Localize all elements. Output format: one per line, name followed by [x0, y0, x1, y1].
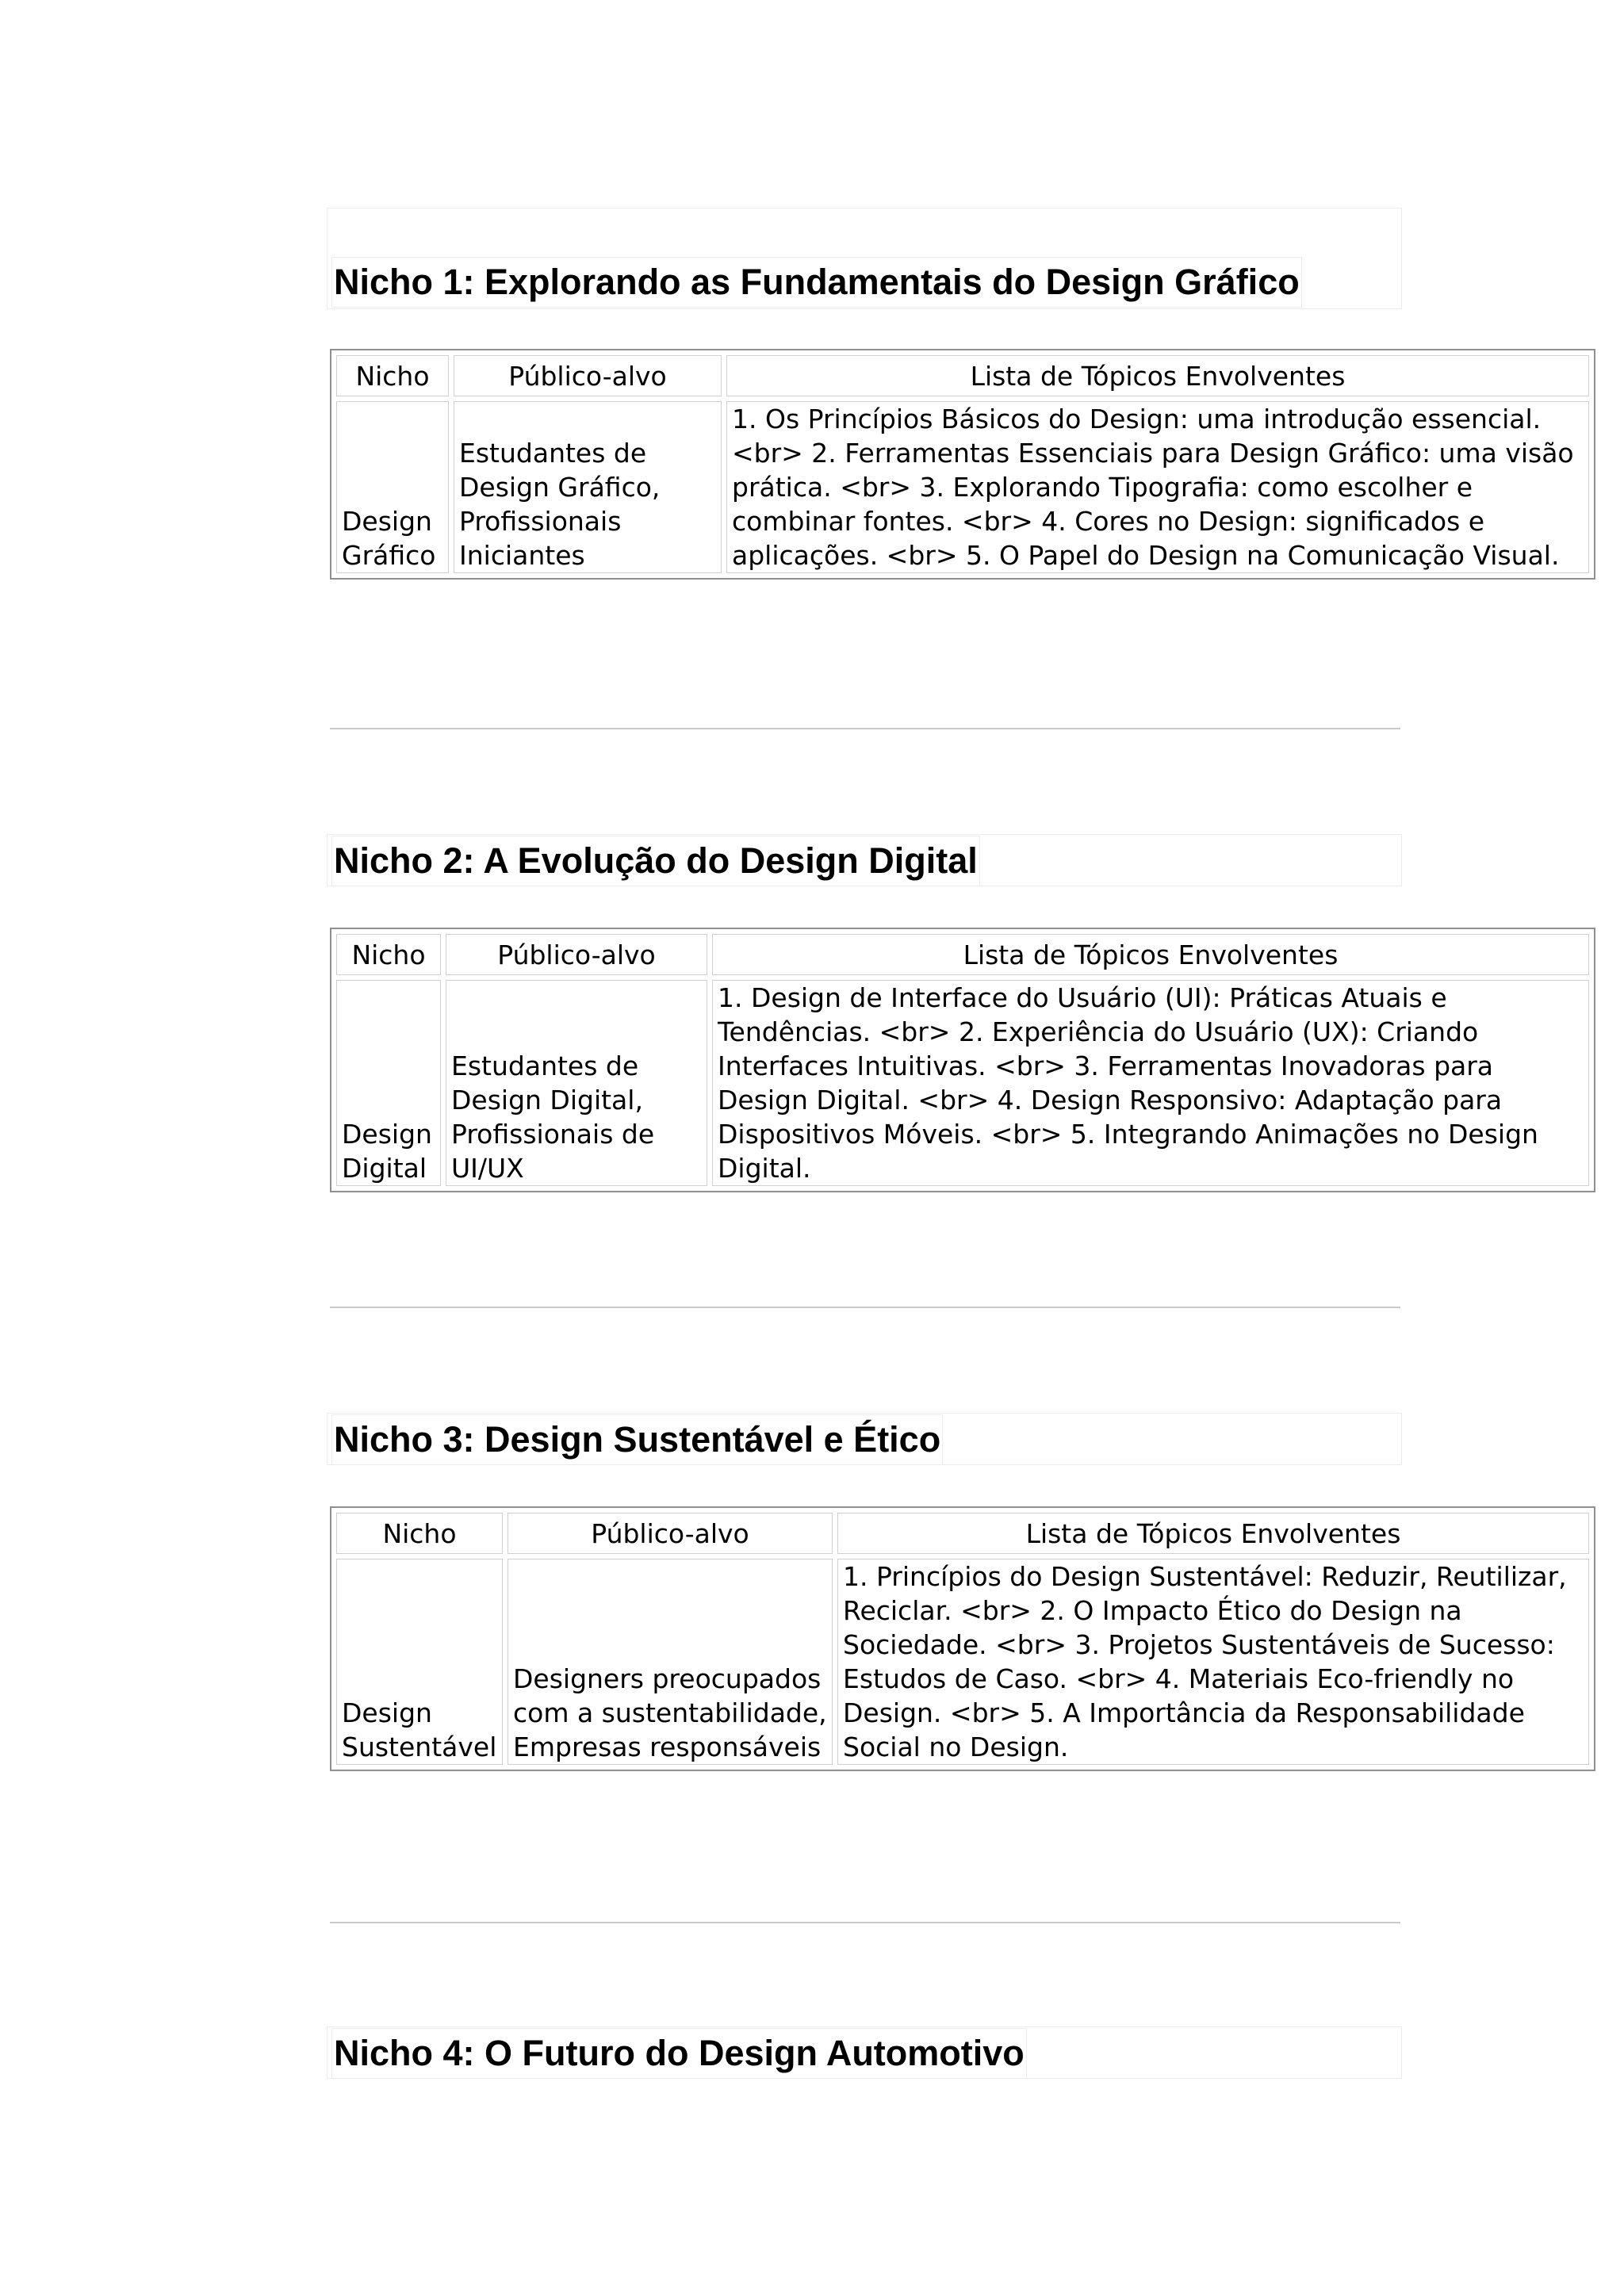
section-heading: Nicho 3: Design Sustentável e Ético — [331, 1414, 943, 1465]
table-row — [336, 980, 1589, 1186]
table-row — [336, 401, 1589, 573]
header-niche: Nicho — [336, 1513, 503, 1554]
table-row — [336, 1559, 1589, 1765]
header-niche: Nicho — [336, 934, 441, 975]
header-niche: Nicho — [336, 355, 449, 396]
section-divider — [330, 1307, 1400, 1308]
cell-topics: 1. Princípios do Design Sustentável: Reduzir, Reutilizar, Reciclar. <br> 2. O Impacto Ético do Design na Sociedade. <br> 3. Projetos Sustentáveis de Sucesso: Estudos de Caso. <br> 4. Materiais Eco-friendly no Design. <br> 5. A Importância da Responsabilidade Social no Design. — [837, 1559, 1589, 1765]
table-header-row — [336, 1513, 1589, 1554]
cell-topics: 1. Design de Interface do Usuário (UI): Práticas Atuais e Tendências. <br> 2. Experiência do Usuário (UX): Criando Interfaces Intuitivas. <br> 3. Ferramentas Inovadoras para Design Digital. <br> 4. Design Responsivo: Adaptação para Dispositivos Móveis. <br> 5. Integrando Animações no Design Digital. — [712, 980, 1589, 1186]
header-topics: Lista de Tópicos Envolventes — [712, 934, 1589, 975]
section-heading: Nicho 4: O Futuro do Design Automotivo — [331, 2028, 1027, 2079]
niche-table — [330, 928, 1595, 1192]
section-divider — [330, 1922, 1400, 1923]
cell-audience: Designers preocupados com a sustentabilidade, Empresas responsáveis — [508, 1559, 833, 1765]
header-audience: Público-alvo — [454, 355, 722, 396]
header-topics: Lista de Tópicos Envolventes — [837, 1513, 1589, 1554]
cell-niche: Design Sustentável — [336, 1559, 503, 1765]
header-audience: Público-alvo — [446, 934, 707, 975]
cell-audience: Estudantes de Design Gráfico, Profissionais Iniciantes — [454, 401, 722, 573]
header-topics: Lista de Tópicos Envolventes — [726, 355, 1589, 396]
section-heading: Nicho 2: A Evolução do Design Digital — [331, 836, 980, 886]
cell-niche: Design Gráfico — [336, 401, 449, 573]
cell-niche: Design Digital — [336, 980, 441, 1186]
niche-table — [330, 1506, 1595, 1771]
table-header-row — [336, 934, 1589, 975]
header-audience: Público-alvo — [508, 1513, 833, 1554]
cell-topics: 1. Os Princípios Básicos do Design: uma introdução essencial. <br> 2. Ferramentas Essenciais para Design Gráfico: uma visão prática. <br> 3. Explorando Tipografia: como escolher e combinar fontes. <br> 4. Cores no Design: significados e aplicações. <br> 5. O Papel do Design na Comunicação Visual. — [726, 401, 1589, 573]
niche-table — [330, 349, 1595, 580]
section-heading: Nicho 1: Explorando as Fundamentais do Design Gráfico — [331, 257, 1302, 308]
cell-audience: Estudantes de Design Digital, Profissionais de UI/UX — [446, 980, 707, 1186]
table-header-row — [336, 355, 1589, 396]
section-divider — [330, 728, 1400, 729]
